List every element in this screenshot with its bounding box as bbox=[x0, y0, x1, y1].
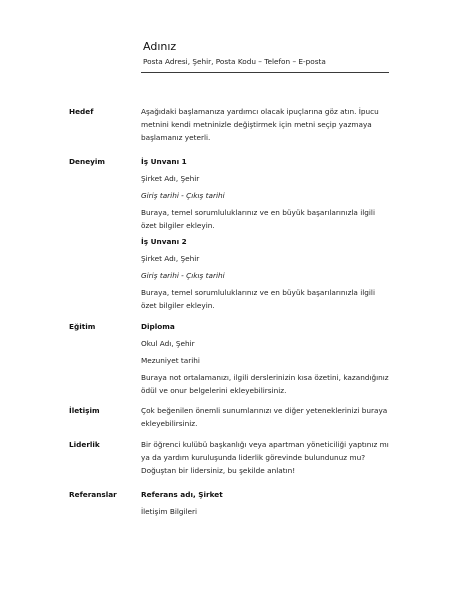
degree: Diploma bbox=[141, 322, 175, 331]
job-dates-1: Giriş tarihi - Çıkış tarihi bbox=[141, 191, 225, 200]
header-divider bbox=[141, 72, 389, 73]
experience-job-2 bbox=[141, 235, 391, 312]
resume-name: Adınız bbox=[143, 40, 177, 53]
references-section bbox=[141, 488, 391, 518]
reference-info: İletişim Bilgileri bbox=[141, 507, 198, 516]
school: Okul Adı, Şehir bbox=[141, 339, 195, 348]
graduation-date: Mezuniyet tarihi bbox=[141, 356, 200, 365]
objective-section bbox=[141, 105, 391, 144]
job-description-1: Buraya, temel sorumluluklarınız ve en büyük başarılarınızla ilgili özet bilgiler ekleyin. bbox=[141, 208, 375, 230]
objective-text: Aşağıdaki başlamanıza yardımcı olacak ipuçlarına göz atın. İpucu metnini kendi metninizle değiştirmek için metni seçip yazmaya başlamanız yeterli. bbox=[141, 107, 379, 142]
experience-label: Deneyim bbox=[69, 157, 106, 166]
communication-label: İletişim bbox=[69, 406, 100, 415]
job-title-2: İş Unvanı 2 bbox=[141, 237, 187, 246]
reference-name: Referans adı, Şirket bbox=[141, 490, 223, 499]
job-title-1: İş Unvanı 1 bbox=[141, 157, 187, 166]
job-company-2: Şirket Adı, Şehir bbox=[141, 254, 200, 263]
experience-section bbox=[141, 155, 391, 232]
references-label: Referanslar bbox=[69, 490, 117, 499]
education-label: Eğitim bbox=[69, 322, 96, 331]
communication-text: Çok beğenilen önemli sunumlarınızı ve diğer yeteneklerinizi buraya ekleyebilirsiniz. bbox=[141, 406, 388, 428]
leadership-text: Bir öğrenci kulübü başkanlığı veya apartman yöneticiliği yaptınız mı ya da yardım kuruluşunda liderlik görevinde bulundunuz mu? Doğuştan bir lidersiniz, bu şekilde anlatın! bbox=[141, 440, 389, 475]
job-description-2: Buraya, temel sorumluluklarınız ve en büyük başarılarınızla ilgili özet bilgiler ekleyin. bbox=[141, 288, 375, 310]
leadership-label: Liderlik bbox=[69, 440, 100, 449]
leadership-section bbox=[141, 438, 391, 477]
job-company-1: Şirket Adı, Şehir bbox=[141, 174, 200, 183]
education-description: Buraya not ortalamanızı, ilgili derslerinizin kısa özetini, kazandığınız ödül ve onur belgelerini ekleyebilirsiniz. bbox=[141, 373, 389, 395]
contact-line: Posta Adresi, Şehir, Posta Kodu – Telefon – E-posta bbox=[143, 57, 326, 66]
job-dates-2: Giriş tarihi - Çıkış tarihi bbox=[141, 271, 225, 280]
education-section bbox=[141, 320, 391, 397]
objective-label: Hedef bbox=[69, 107, 94, 116]
communication-section bbox=[141, 404, 391, 430]
